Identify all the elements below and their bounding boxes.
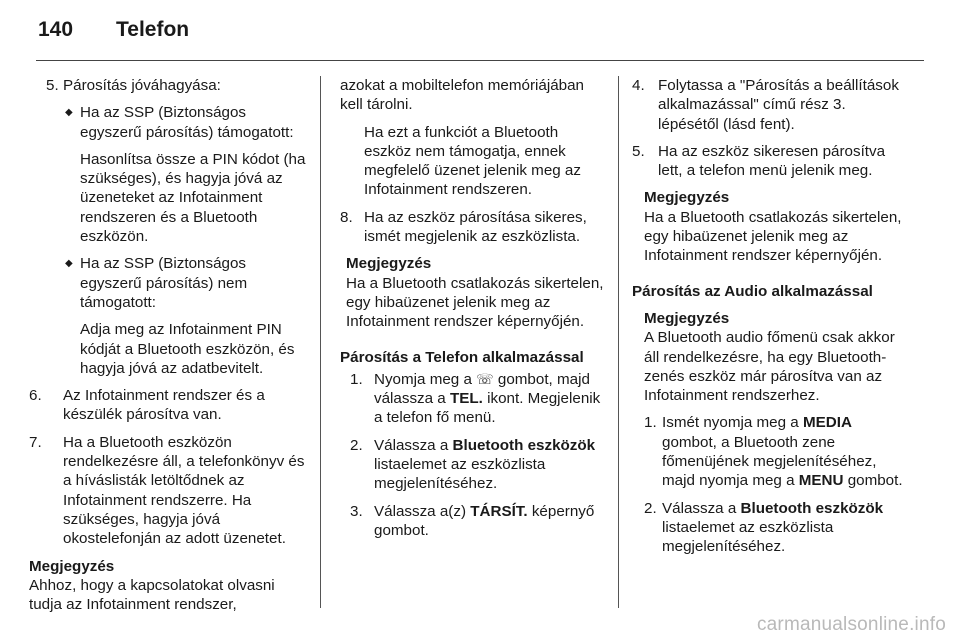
section-heading: Párosítás a Telefon alkalmazással — [340, 348, 584, 366]
section-heading: Párosítás az Audio alkalmazással — [632, 282, 873, 300]
note: Megjegyzés A Bluetooth audio főmenü csak akkor áll rendelkezésre, ha egy Bluetooth-zenés eszköz már párosítva van az Infotainment rendszerhez. — [644, 309, 895, 405]
column-divider — [320, 76, 321, 608]
phone-step-2: 2. Válassza a Bluetooth eszközök listaelemet az eszközlista megjelenítéséhez. — [350, 436, 596, 493]
header-rule — [36, 60, 924, 61]
page-title: Telefon — [116, 18, 190, 41]
audio-step-1: 1. Ismét nyomja meg a MEDIA gombot, a Bluetooth zene főmenüjének megjelenítéséhez, majd nyomja meg a MENU gombot. — [644, 414, 903, 490]
phone-step-1: 1. Nyomja meg a ☏ gombot, majd válassza a TEL. ikont. Megjelenik a telefon fő menü. — [350, 370, 601, 427]
step-4: 4. Folytassa a "Párosítás a beállítások alkalmazással" című rész 3. lépésétől (lásd fent). — [632, 77, 899, 133]
note: Megjegyzés Ha a Bluetooth csatlakozás sikertelen, egy hibaüzenet jelenik meg az Infotainment rendszer képernyőjén. — [346, 255, 604, 331]
bullet-ssp-supported: ◆ Ha az SSP (Biztonságos egyszerű párosítás) támogatott: Hasonlítsa össze a PIN kódot (ha szükséges), és hagyja jóvá az üzeneteket az Infotainment rendszeren és a Bluetooth eszközön. — [65, 104, 306, 246]
step-6: 6. Az Infotainment rendszer és a készülék párosítva van. — [29, 387, 265, 424]
step-5: 5. Ha az eszköz sikeresen párosítva lett, a telefon menü jelenik meg. — [632, 142, 886, 180]
note: Megjegyzés Ahhoz, hogy a kapcsolatokat olvasni tudja az Infotainment rendszer, — [29, 557, 275, 614]
note-continued: azokat a mobiltelefon memóriájában kell tárolni. — [340, 77, 584, 114]
bullet-diamond-icon: ◆ — [65, 107, 73, 119]
step-5: 5. Párosítás jóváhagyása: ◆ Ha az SSP (Biztonságos egyszerű párosítás) támogatott: Hasonlítsa össze a PIN kódot (ha szükséges), és hagyja jóvá az üzeneteket az Infotainment rendszeren és a Bluetooth eszközön. ◆ Ha az SSP (Biztonságos egyszerű párosítás) nem támogatott: Adja meg az Infotainment PIN kódját a Bluetooth eszközön, és hagyja jóvá az adatbevitelt. — [46, 76, 308, 378]
page-number: 140 — [38, 18, 74, 41]
note-continued-2: Ha ezt a funkciót a Bluetooth eszköz nem támogatja, ennek megfelelő üzenet jelenik meg az Infotainment rendszeren. — [364, 123, 581, 199]
phone-step-3: 3. Válassza a(z) TÁRSÍT. képernyő gombot. — [350, 502, 595, 539]
page-header — [38, 18, 189, 48]
column-divider — [618, 76, 619, 608]
bullet-diamond-icon: ◆ — [65, 258, 73, 270]
step-7: 7. Ha a Bluetooth eszközön rendelkezésre áll, a telefonkönyv és a híváslisták letöltődnek az Infotainment rendszerre. Ha szükséges, hagyja jóvá okostelefonján az adott üzenetet. — [29, 433, 305, 548]
column-2 — [340, 76, 606, 548]
step-8: 8. Ha az eszköz párosítása sikeres, ismét megjelenik az eszközlista. — [340, 208, 587, 246]
audio-step-2: 2. Válassza a Bluetooth eszközök listaelemet az eszközlista megjelenítéséhez. — [644, 499, 884, 556]
column-1 — [29, 76, 308, 614]
column-3 — [632, 76, 906, 565]
watermark: carmanualsonline.info — [756, 614, 946, 635]
phone-icon: ☏ — [476, 370, 494, 387]
bullet-ssp-not-supported: ◆ Ha az SSP (Biztonságos egyszerű párosítás) nem támogatott: Adja meg az Infotainment PIN kódját a Bluetooth eszközön, és hagyja jóvá az adatbevitelt. — [65, 255, 295, 377]
note: Megjegyzés Ha a Bluetooth csatlakozás sikertelen, egy hibaüzenet jelenik meg az Infotainment rendszer képernyőjén. — [644, 189, 902, 265]
